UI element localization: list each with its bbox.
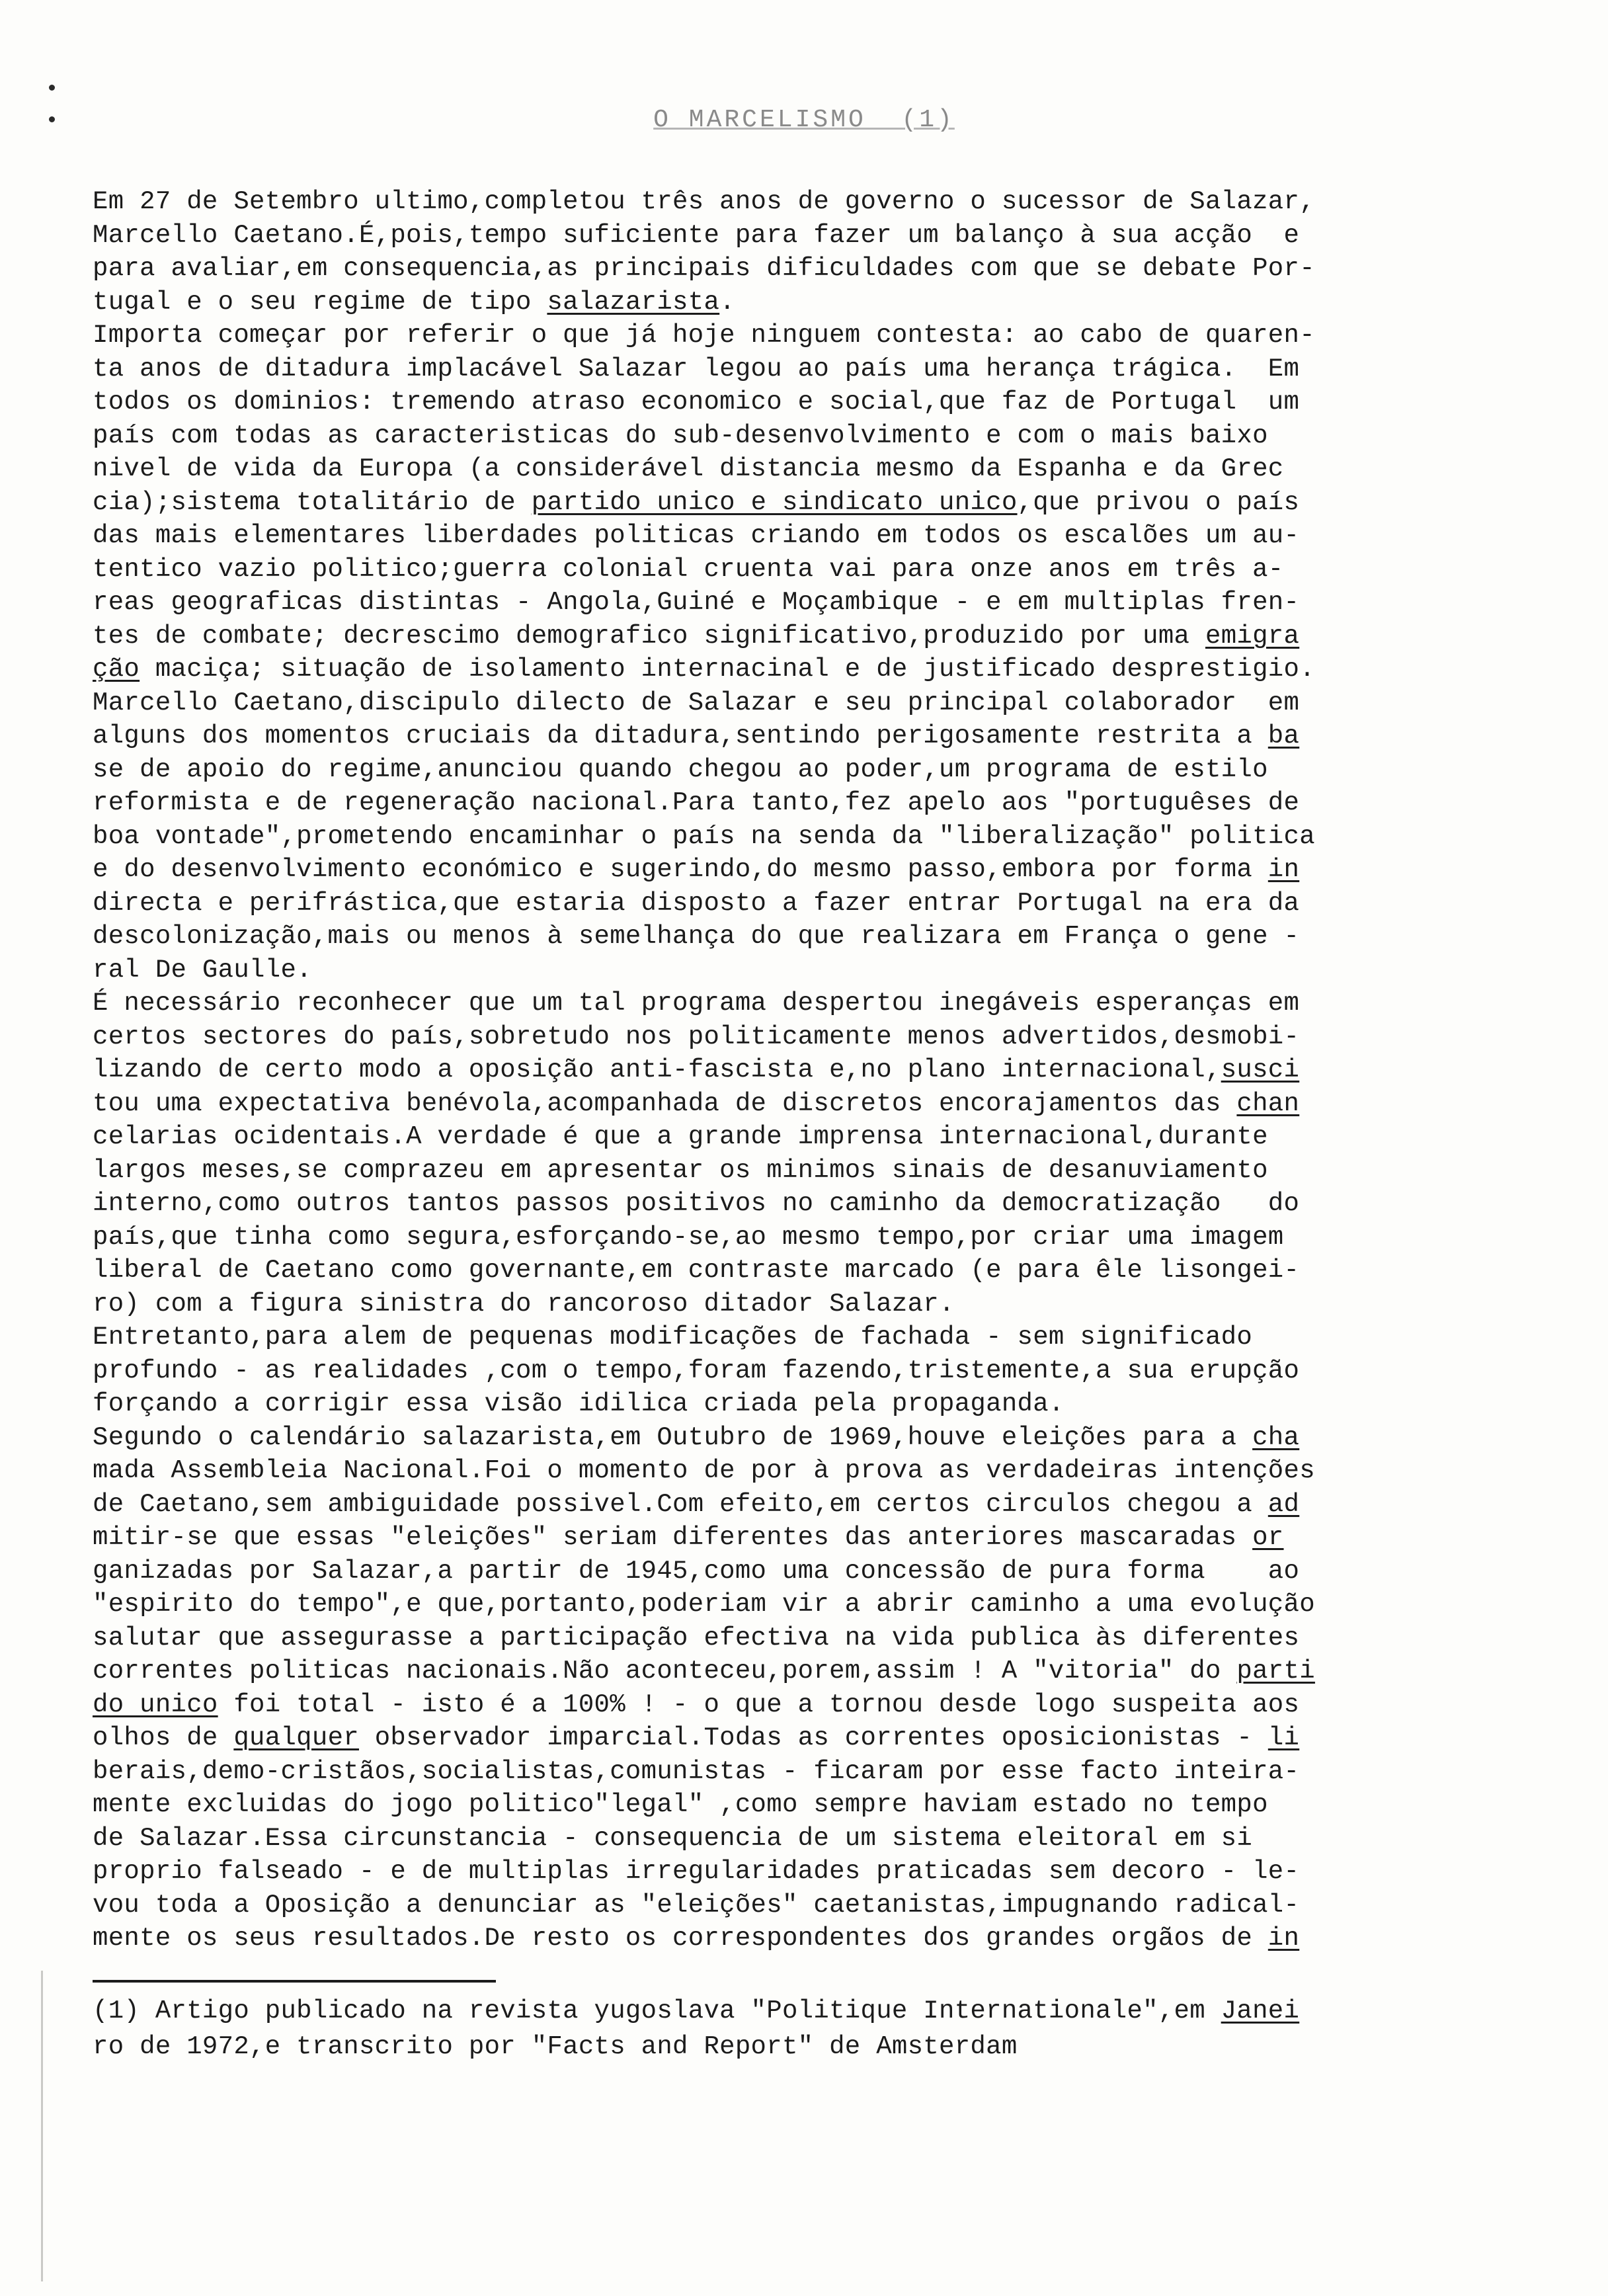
line-text: mente excluidas do jogo politico"legal" ,como sempre haviam estado no tempo <box>93 1790 1268 1819</box>
line-text: directa e perifrástica,que estaria disposto a fazer entrar Portugal na era da <box>93 888 1300 918</box>
underlined-text: parti <box>1236 1657 1315 1686</box>
text-line <box>93 1288 1494 1321</box>
text-line <box>93 653 1494 686</box>
text-line <box>93 1555 1494 1588</box>
underlined-text: salazarista <box>547 287 720 317</box>
text-line <box>93 1254 1494 1288</box>
text-line <box>93 1221 1494 1254</box>
line-text: certos sectores do país,sobretudo nos politicamente menos advertidos,desmobi- <box>93 1022 1300 1051</box>
line-text: ro) com a figura sinistra do rancoroso ditador Salazar. <box>93 1289 955 1319</box>
text-line <box>93 686 1494 720</box>
text-line <box>93 1855 1494 1889</box>
text-line <box>93 853 1494 887</box>
line-text: tentico vazio politico;guerra colonial cruenta vai para onze anos em três a- <box>93 554 1284 584</box>
text-line <box>93 519 1494 553</box>
text-line <box>93 1387 1494 1421</box>
line-text: país,que tinha como segura,esforçando-se,ao mesmo tempo,por criar uma imagem <box>93 1222 1284 1252</box>
line-text: tes de combate; decrescimo demografico significativo,produzido por uma <box>93 621 1205 651</box>
line-text: ganizadas por Salazar,a partir de 1945,como uma concessão de pura forma ao <box>93 1556 1300 1586</box>
footnote-divider <box>93 1980 496 1983</box>
text-line <box>93 1788 1494 1822</box>
text-line <box>93 1421 1494 1455</box>
text-line <box>93 386 1494 419</box>
footnote-line <box>93 2029 1494 2065</box>
underlined-text: ad <box>1267 1489 1300 1519</box>
line-text: mada Assembleia Nacional.Foi o momento de por à prova as verdadeiras intenções <box>93 1456 1315 1485</box>
line-text: ral De Gaulle. <box>93 955 312 985</box>
text-line <box>93 1454 1494 1488</box>
underlined-text: do unico <box>93 1690 218 1719</box>
text-line <box>93 1822 1494 1856</box>
line-text: país com todas as caracteristicas do sub-desenvolvimento e com o mais baixo <box>93 421 1268 450</box>
line-text: Marcello Caetano.É,pois,tempo suficiente para fazer um balanço à sua acção e <box>93 220 1300 250</box>
line-text: correntes politicas nacionais.Não aconteceu,porem,assim ! A "vitoria" do <box>93 1657 1237 1686</box>
line-text: salutar que assegurasse a participação efectiva na vida publica às diferentes <box>93 1623 1300 1653</box>
text-line <box>93 1321 1494 1354</box>
line-text: tugal e o seu regime de tipo <box>93 287 547 317</box>
line-text: ro de 1972,e transcrito por "Facts and Report" de Amsterdam <box>93 2032 1018 2061</box>
line-text: de Salazar.Essa circunstancia - consequencia de um sistema eleitoral em si <box>93 1823 1253 1853</box>
line-text: É necessário reconhecer que um tal programa despertou inegáveis esperanças em <box>93 989 1300 1018</box>
line-text: forçando a corrigir essa visão idilica criada pela propaganda. <box>93 1389 1065 1418</box>
line-text: ,que privou o país <box>1017 487 1300 517</box>
text-line <box>93 920 1494 954</box>
line-text: observador imparcial.Todas as correntes oposicionistas - <box>358 1723 1268 1752</box>
line-text: se de apoio do regime,anunciou quando chegou ao poder,um programa de estilo <box>93 755 1268 784</box>
text-line <box>93 1120 1494 1154</box>
underlined-text: in <box>1267 1924 1300 1953</box>
underlined-text: qualquer <box>233 1723 359 1752</box>
underlined-text: li <box>1267 1723 1300 1752</box>
text-line <box>93 486 1494 520</box>
text-line <box>93 586 1494 620</box>
line-text: (1) Artigo publicado na revista yugoslava "Politique Internationale",em <box>93 1996 1221 2026</box>
underlined-text: emigra <box>1205 621 1300 651</box>
text-line <box>93 319 1494 352</box>
line-text: liberal de Caetano como governante,em contraste marcado (e para êle lisongei- <box>93 1256 1300 1285</box>
underlined-text: chan <box>1236 1088 1300 1118</box>
line-text: todos os dominios: tremendo atraso economico e social,que faz de Portugal um <box>93 388 1300 417</box>
line-text: para avaliar,em consequencia,as principais dificuldades com que se debate Por- <box>93 254 1315 283</box>
line-text: descolonização,mais ou menos à semelhança do que realizara em França o gene - <box>93 922 1300 951</box>
line-text: profundo - as realidades ,com o tempo,foram fazendo,tristemente,a sua erupção <box>93 1356 1300 1385</box>
line-text: reas geograficas distintas - Angola,Guiné e Moçambique - e em multiplas fren- <box>93 588 1300 617</box>
text-line <box>93 1020 1494 1054</box>
text-line <box>93 1354 1494 1388</box>
footnote <box>93 1993 1494 2065</box>
line-text: berais,demo-cristãos,socialistas,comunistas - ficaram por esse facto inteira- <box>93 1756 1300 1786</box>
line-text: lizando de certo modo a oposição anti-fascista e,no plano internacional, <box>93 1055 1221 1085</box>
text-line <box>93 219 1494 253</box>
line-text: vou toda a Oposição a denunciar as "eleições" caetanistas,impugnando radical- <box>93 1890 1300 1920</box>
underlined-text: Janei <box>1221 1996 1300 2026</box>
text-line <box>93 286 1494 319</box>
text-line <box>93 1755 1494 1789</box>
text-line <box>93 1521 1494 1555</box>
text-line <box>93 419 1494 453</box>
text-line <box>93 887 1494 921</box>
line-text: reformista e de regeneração nacional.Para tanto,fez apelo aos "portuguêses de <box>93 788 1300 817</box>
text-line <box>93 1053 1494 1087</box>
text-line <box>93 987 1494 1020</box>
text-line <box>93 1154 1494 1188</box>
line-text: maciça; situação de isolamento internacinal e de justificado desprestigio. <box>140 655 1315 684</box>
text-line <box>93 1655 1494 1688</box>
line-text: Importa começar por referir o que já hoje ninguem contesta: ao cabo de quaren- <box>93 321 1315 350</box>
line-text: Em 27 de Setembro ultimo,completou três anos de governo o sucessor de Salazar, <box>93 187 1315 216</box>
underlined-text: partido unico e sindicato unico <box>531 487 1018 517</box>
line-text: de Caetano,sem ambiguidade possivel.Com efeito,em certos circulos chegou a <box>93 1489 1268 1519</box>
line-text: Entretanto,para alem de pequenas modificações de fachada - sem significado <box>93 1323 1253 1352</box>
page-header: O MARCELISMO (1) <box>653 106 955 134</box>
underlined-text: in <box>1267 855 1300 884</box>
underlined-text: or <box>1252 1523 1284 1552</box>
text-line <box>93 452 1494 486</box>
line-text: ta anos de ditadura implacável Salazar legou ao país uma herança trágica. Em <box>93 354 1300 384</box>
text-line <box>93 352 1494 386</box>
line-text: tou uma expectativa benévola,acompanhada de discretos encorajamentos das <box>93 1088 1237 1118</box>
line-text: alguns dos momentos cruciais da ditadura,sentindo perigosamente restrita a <box>93 721 1268 751</box>
line-text: . <box>719 287 735 317</box>
text-line <box>93 753 1494 787</box>
text-line <box>93 1721 1494 1755</box>
line-text: nivel de vida da Europa (a considerável distancia mesmo da Espanha e da Grec <box>93 454 1284 483</box>
text-line <box>93 820 1494 854</box>
text-line <box>93 620 1494 653</box>
text-line <box>93 719 1494 753</box>
text-line <box>93 786 1494 820</box>
text-line <box>93 1922 1494 1955</box>
text-line <box>93 252 1494 286</box>
scan-speck <box>49 85 55 91</box>
line-text: celarias ocidentais.A verdade é que a grande imprensa internacional,durante <box>93 1122 1268 1151</box>
line-text: cia);sistema totalitário de <box>93 487 532 517</box>
line-text: Marcello Caetano,discipulo dilecto de Salazar e seu principal colaborador em <box>93 688 1300 718</box>
text-line <box>93 1588 1494 1621</box>
underlined-text: susci <box>1221 1055 1300 1085</box>
line-text: largos meses,se comprazeu em apresentar os minimos sinais de desanuviamento <box>93 1155 1268 1185</box>
line-text: boa vontade",prometendo encaminhar o país na senda da "liberalização" politica <box>93 821 1315 851</box>
line-text: proprio falseado - e de multiplas irregularidades praticadas sem decoro - le- <box>93 1857 1300 1886</box>
margin-line <box>41 1971 43 2281</box>
text-line <box>93 1688 1494 1722</box>
article-body <box>93 185 1494 1955</box>
text-line <box>93 1889 1494 1922</box>
text-line <box>93 1621 1494 1655</box>
text-line <box>93 1187 1494 1221</box>
line-text: interno,como outros tantos passos positivos no caminho da democratização do <box>93 1189 1300 1218</box>
underlined-text: ba <box>1267 721 1300 751</box>
line-text: olhos de <box>93 1723 234 1752</box>
text-line <box>93 185 1494 219</box>
underlined-text: cha <box>1252 1422 1300 1452</box>
line-text: mente os seus resultados.De resto os correspondentes dos grandes orgãos de <box>93 1924 1268 1953</box>
line-text: "espirito do tempo",e que,portanto,poderiam vir a abrir caminho a uma evolução <box>93 1590 1315 1619</box>
line-text: das mais elementares liberdades politicas criando em todos os escalões um au- <box>93 521 1300 550</box>
line-text: Segundo o calendário salazarista,em Outubro de 1969,houve eleições para a <box>93 1422 1253 1452</box>
text-line <box>93 1087 1494 1121</box>
text-line <box>93 1488 1494 1522</box>
text-line <box>93 553 1494 587</box>
line-text: mitir-se que essas "eleições" seriam diferentes das anteriores mascaradas <box>93 1523 1253 1552</box>
line-text: e do desenvolvimento económico e sugerindo,do mesmo passo,embora por forma <box>93 855 1268 884</box>
underlined-text: ção <box>93 655 140 684</box>
text-line <box>93 954 1494 987</box>
line-text: foi total - isto é a 100% ! - o que a tornou desde logo suspeita aos <box>218 1690 1300 1719</box>
footnote-line <box>93 1993 1494 2029</box>
